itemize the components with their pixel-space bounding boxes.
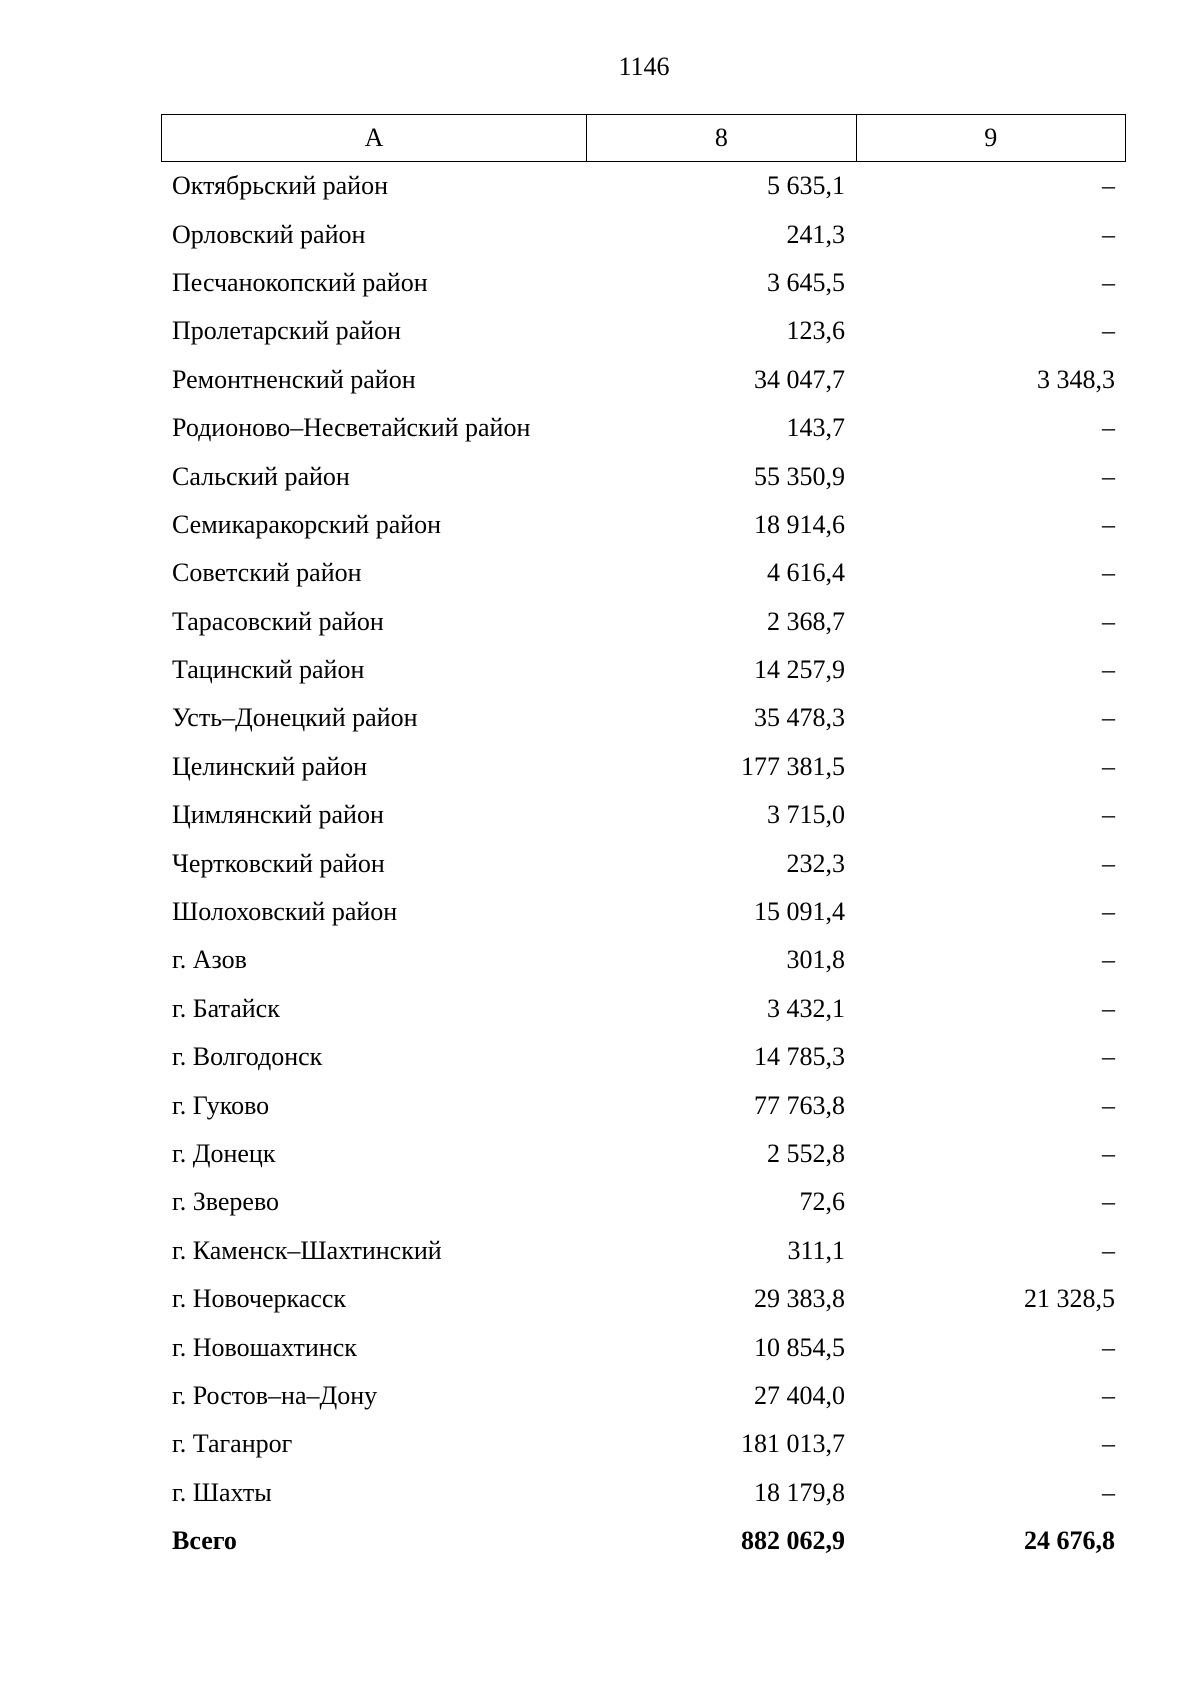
row-col8: 34 047,7	[754, 364, 845, 394]
table-body	[161, 162, 1126, 1517]
row-col9: –	[1102, 267, 1115, 297]
row-col8: 2 552,8	[767, 1139, 845, 1168]
row-name: Сальский район	[172, 461, 350, 491]
row-col8: 18 179,8	[754, 1477, 845, 1507]
row-name: г. Каменск–Шахтинский	[172, 1235, 442, 1265]
row-name: г. Батайск	[172, 993, 280, 1023]
row-col9: –	[1102, 171, 1115, 201]
row-col8: 55 350,9	[754, 461, 845, 491]
table-row	[161, 985, 1126, 1033]
row-col8: 4 616,4	[767, 558, 845, 588]
data-table	[161, 114, 1126, 1565]
row-name: Целинский район	[172, 751, 367, 781]
row-col9: –	[1102, 800, 1115, 830]
table-row	[161, 1227, 1126, 1275]
row-col8: 14 785,3	[754, 1042, 845, 1072]
table-row	[161, 1081, 1126, 1129]
row-col8: 123,6	[786, 316, 845, 346]
row-col9: –	[1102, 509, 1115, 539]
row-name: Орловский район	[172, 219, 366, 249]
table-row	[161, 1420, 1126, 1468]
table-row	[161, 646, 1126, 694]
table-row	[161, 356, 1126, 404]
row-col8: 14 257,9	[754, 655, 845, 685]
row-col8: 311,1	[787, 1235, 845, 1265]
row-name: Усть–Донецкий район	[172, 703, 418, 733]
row-name: Семикаракорский район	[172, 509, 442, 539]
column-header-8: 8	[586, 115, 855, 161]
row-name: Родионово–Несветайский район	[172, 413, 531, 443]
row-name: г. Ростов–на–Дону	[172, 1380, 378, 1410]
table-row	[161, 888, 1126, 936]
table-row	[161, 501, 1126, 549]
table-row	[161, 404, 1126, 452]
row-col9: –	[1102, 1332, 1115, 1362]
table-row	[161, 1469, 1126, 1517]
table-row	[161, 743, 1126, 791]
row-col9: 3 348,3	[1037, 364, 1115, 394]
row-col8: 143,7	[786, 413, 845, 443]
row-col8: 10 854,5	[754, 1332, 845, 1362]
table-row	[161, 598, 1126, 646]
row-col8: 3 432,1	[767, 993, 845, 1023]
table-row	[161, 1033, 1126, 1081]
row-name: г. Гуково	[172, 1090, 270, 1120]
table-row	[161, 936, 1126, 984]
row-col9: –	[1102, 897, 1115, 927]
row-name: Чертковский район	[172, 848, 385, 878]
page-number: 1146	[618, 52, 670, 81]
row-col9: –	[1102, 703, 1115, 733]
row-name: г. Новочеркасск	[172, 1284, 347, 1314]
row-col9: –	[1102, 993, 1115, 1023]
row-name: г. Шахты	[172, 1477, 272, 1507]
row-col8: 241,3	[786, 219, 845, 249]
row-name: Тарасовский район	[172, 606, 384, 636]
row-col8: 3 715,0	[767, 800, 845, 830]
row-col9: –	[1102, 1235, 1115, 1265]
row-name: г. Зверево	[172, 1187, 280, 1217]
row-col9: –	[1102, 1139, 1115, 1168]
row-col9: –	[1102, 1429, 1115, 1459]
row-col9: –	[1102, 1090, 1115, 1120]
row-col9: –	[1102, 219, 1115, 249]
row-name: Пролетарский район	[172, 316, 402, 346]
row-name: Цимлянский район	[172, 800, 384, 830]
table-row	[161, 210, 1126, 258]
row-col8: 2 368,7	[767, 606, 845, 636]
row-name: г. Волгодонск	[172, 1042, 323, 1072]
table-total-row	[161, 1517, 1126, 1565]
row-col9: –	[1102, 945, 1115, 975]
row-col8: 35 478,3	[754, 703, 845, 733]
row-name: Ремонтненский район	[172, 364, 416, 394]
table-row	[161, 839, 1126, 887]
table-row	[161, 694, 1126, 742]
row-col9: –	[1102, 1380, 1115, 1410]
row-col9: 21 328,5	[1024, 1284, 1115, 1314]
table-header-row	[161, 114, 1126, 162]
column-header-a: А	[364, 123, 384, 152]
row-col9: –	[1102, 316, 1115, 346]
table-row	[161, 1178, 1126, 1226]
row-col8: 29 383,8	[754, 1284, 845, 1314]
row-col9: –	[1102, 413, 1115, 443]
table-row	[161, 1323, 1126, 1371]
row-col9: –	[1102, 558, 1115, 588]
total-label: Всего	[172, 1526, 237, 1556]
row-col8: 18 914,6	[754, 509, 845, 539]
table-row	[161, 1372, 1126, 1420]
row-name: г. Донецк	[172, 1139, 276, 1168]
row-col8: 3 645,5	[767, 267, 845, 297]
row-col9: –	[1102, 461, 1115, 491]
row-col9: –	[1102, 848, 1115, 878]
row-name: Шолоховский район	[172, 897, 398, 927]
row-col8: 15 091,4	[754, 897, 845, 927]
table-row	[161, 259, 1126, 307]
table-row	[161, 549, 1126, 597]
row-col9: –	[1102, 1187, 1115, 1217]
table-row	[161, 452, 1126, 500]
row-name: г. Таганрог	[172, 1429, 293, 1459]
row-col8: 232,3	[786, 848, 845, 878]
row-col8: 27 404,0	[754, 1380, 845, 1410]
row-col8: 77 763,8	[754, 1090, 845, 1120]
row-name: г. Азов	[172, 945, 247, 975]
table-row	[161, 162, 1126, 210]
row-name: Тацинский район	[172, 655, 365, 685]
row-col9: –	[1102, 606, 1115, 636]
table-row	[161, 1130, 1126, 1178]
row-col9: –	[1102, 751, 1115, 781]
row-col8: 72,6	[799, 1187, 845, 1217]
row-col8: 301,8	[786, 945, 845, 975]
row-col9: –	[1102, 1477, 1115, 1507]
row-name: Октябрьский район	[172, 171, 388, 201]
row-name: Советский район	[172, 558, 362, 588]
row-name: Песчанокопский район	[172, 267, 428, 297]
row-col9: –	[1102, 1042, 1115, 1072]
table-row	[161, 307, 1126, 355]
row-col8: 177 381,5	[741, 751, 845, 781]
table-row	[161, 1275, 1126, 1323]
row-col8: 181 013,7	[741, 1429, 845, 1459]
total-col9: 24 676,8	[1024, 1526, 1115, 1556]
table-row	[161, 791, 1126, 839]
row-col9: –	[1102, 655, 1115, 685]
row-col8: 5 635,1	[767, 171, 845, 201]
total-col8: 882 062,9	[741, 1526, 845, 1556]
column-header-9: 9	[856, 115, 1125, 161]
row-name: г. Новошахтинск	[172, 1332, 357, 1362]
